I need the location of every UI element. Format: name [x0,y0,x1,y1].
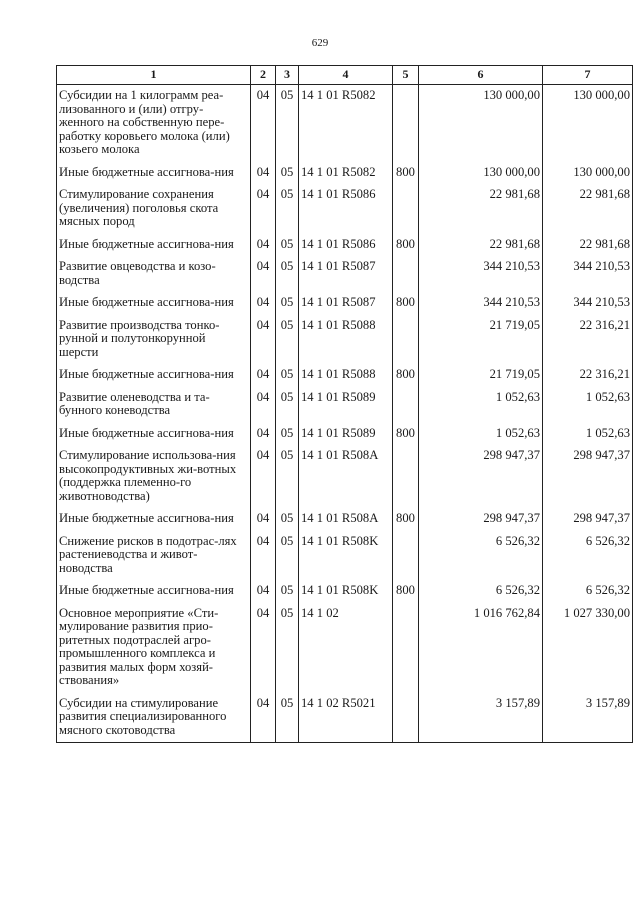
amount-1-cell: 1 052,63 [419,387,543,423]
table-header [57,66,633,85]
section-cell: 04 [251,603,276,693]
target-article-cell: 14 1 01 R5088 [299,315,393,365]
section-cell: 04 [251,693,276,743]
target-article-cell: 14 1 01 R5086 [299,184,393,234]
amount-1-cell: 130 000,00 [419,162,543,185]
amount-2-cell: 1 052,63 [543,423,633,446]
subsection-cell: 05 [276,256,299,292]
amount-1-cell: 1 016 762,84 [419,603,543,693]
target-article-cell: 14 1 02 R5021 [299,693,393,743]
budget-table [56,65,633,743]
expense-type-cell [393,603,419,693]
expense-type-cell: 800 [393,580,419,603]
expense-type-cell [393,256,419,292]
name-cell: Снижение рисков в подотрас-лях растениеводства и живот-новодства [57,531,251,581]
subsection-cell: 05 [276,315,299,365]
table-row [57,85,633,162]
table-row [57,184,633,234]
subsection-cell: 05 [276,423,299,446]
page-number: 629 [311,37,329,49]
table-row [57,387,633,423]
expense-type-cell: 800 [393,234,419,257]
amount-1-cell: 130 000,00 [419,85,543,162]
table-row [57,445,633,508]
target-article-cell: 14 1 01 R5088 [299,364,393,387]
table-row [57,423,633,446]
amount-1-cell: 344 210,53 [419,292,543,315]
table-row [57,162,633,185]
name-cell: Иные бюджетные ассигнова-ния [57,234,251,257]
table-row [57,315,633,365]
column-header-target-article: 4 [299,66,393,85]
amount-2-cell: 22 316,21 [543,315,633,365]
expense-type-cell [393,184,419,234]
amount-2-cell: 22 981,68 [543,184,633,234]
expense-type-cell: 800 [393,423,419,446]
amount-1-cell: 298 947,37 [419,445,543,508]
amount-1-cell: 298 947,37 [419,508,543,531]
target-article-cell: 14 1 02 [299,603,393,693]
section-cell: 04 [251,256,276,292]
subsection-cell: 05 [276,531,299,581]
table-row [57,603,633,693]
amount-2-cell: 130 000,00 [543,162,633,185]
section-cell: 04 [251,292,276,315]
name-cell: Иные бюджетные ассигнова-ния [57,162,251,185]
amount-2-cell: 298 947,37 [543,508,633,531]
name-cell: Стимулирование сохранения (увеличения) поголовья скота мясных пород [57,184,251,234]
target-article-cell: 14 1 01 R508K [299,580,393,603]
table-row [57,508,633,531]
table-row [57,364,633,387]
section-cell: 04 [251,184,276,234]
table-row [57,234,633,257]
amount-2-cell: 130 000,00 [543,85,633,162]
amount-1-cell: 21 719,05 [419,315,543,365]
expense-type-cell [393,387,419,423]
amount-2-cell: 22 981,68 [543,234,633,257]
name-cell: Иные бюджетные ассигнова-ния [57,364,251,387]
amount-2-cell: 1 027 330,00 [543,603,633,693]
expense-type-cell [393,445,419,508]
amount-1-cell: 22 981,68 [419,184,543,234]
section-cell: 04 [251,85,276,162]
amount-1-cell: 6 526,32 [419,580,543,603]
section-cell: 04 [251,508,276,531]
section-cell: 04 [251,234,276,257]
amount-1-cell: 1 052,63 [419,423,543,446]
target-article-cell: 14 1 01 R5087 [299,292,393,315]
section-cell: 04 [251,387,276,423]
section-cell: 04 [251,162,276,185]
amount-1-cell: 21 719,05 [419,364,543,387]
amount-2-cell: 344 210,53 [543,256,633,292]
name-cell: Развитие овцеводства и козо-водства [57,256,251,292]
expense-type-cell [393,693,419,743]
expense-type-cell: 800 [393,162,419,185]
expense-type-cell [393,85,419,162]
table-row [57,292,633,315]
amount-2-cell: 6 526,32 [543,531,633,581]
expense-type-cell: 800 [393,508,419,531]
amount-1-cell: 3 157,89 [419,693,543,743]
amount-1-cell: 344 210,53 [419,256,543,292]
name-cell: Стимулирование использова-ния высокопродуктивных жи-вотных (поддержка племенно-го животноводства) [57,445,251,508]
target-article-cell: 14 1 01 R5082 [299,162,393,185]
name-cell: Субсидии на стимулирование развития специализированного мясного скотоводства [57,693,251,743]
target-article-cell: 14 1 01 R5086 [299,234,393,257]
subsection-cell: 05 [276,292,299,315]
name-cell: Иные бюджетные ассигнова-ния [57,508,251,531]
name-cell: Иные бюджетные ассигнова-ния [57,580,251,603]
subsection-cell: 05 [276,234,299,257]
target-article-cell: 14 1 01 R508K [299,531,393,581]
name-cell: Субсидии на 1 килограмм реа-лизованного и (или) отгру-женного на собственную пере-работку коровьего молока (или) козьего молока [57,85,251,162]
section-cell: 04 [251,445,276,508]
target-article-cell: 14 1 01 R508A [299,445,393,508]
table-body [57,85,633,743]
table-row [57,580,633,603]
subsection-cell: 05 [276,445,299,508]
section-cell: 04 [251,580,276,603]
name-cell: Иные бюджетные ассигнова-ния [57,292,251,315]
column-header-name: 1 [57,66,251,85]
section-cell: 04 [251,531,276,581]
amount-2-cell: 3 157,89 [543,693,633,743]
expense-type-cell: 800 [393,364,419,387]
header-row [57,66,633,85]
target-article-cell: 14 1 01 R5089 [299,387,393,423]
name-cell: Основное мероприятие «Сти-мулирование развития прио-ритетных подотраслей агро-промышленного комплекса и развития малых форм хозяй-ствования» [57,603,251,693]
section-cell: 04 [251,423,276,446]
column-header-expense-type: 5 [393,66,419,85]
target-article-cell: 14 1 01 R508A [299,508,393,531]
column-header-amount-2: 7 [543,66,633,85]
amount-2-cell: 344 210,53 [543,292,633,315]
expense-type-cell [393,531,419,581]
amount-1-cell: 6 526,32 [419,531,543,581]
amount-2-cell: 22 316,21 [543,364,633,387]
amount-1-cell: 22 981,68 [419,234,543,257]
subsection-cell: 05 [276,508,299,531]
name-cell: Иные бюджетные ассигнова-ния [57,423,251,446]
table-row [57,256,633,292]
table-row [57,531,633,581]
amount-2-cell: 298 947,37 [543,445,633,508]
column-header-amount-1: 6 [419,66,543,85]
subsection-cell: 05 [276,364,299,387]
amount-2-cell: 6 526,32 [543,580,633,603]
column-header-section: 2 [251,66,276,85]
table-row [57,693,633,743]
subsection-cell: 05 [276,693,299,743]
name-cell: Развитие производства тонко-рунной и полутонкорунной шерсти [57,315,251,365]
section-cell: 04 [251,315,276,365]
target-article-cell: 14 1 01 R5089 [299,423,393,446]
subsection-cell: 05 [276,603,299,693]
subsection-cell: 05 [276,387,299,423]
subsection-cell: 05 [276,184,299,234]
subsection-cell: 05 [276,85,299,162]
name-cell: Развитие оленеводства и та-бунного коневодства [57,387,251,423]
subsection-cell: 05 [276,580,299,603]
target-article-cell: 14 1 01 R5082 [299,85,393,162]
expense-type-cell [393,315,419,365]
target-article-cell: 14 1 01 R5087 [299,256,393,292]
section-cell: 04 [251,364,276,387]
amount-2-cell: 1 052,63 [543,387,633,423]
subsection-cell: 05 [276,162,299,185]
column-header-subsection: 3 [276,66,299,85]
expense-type-cell: 800 [393,292,419,315]
